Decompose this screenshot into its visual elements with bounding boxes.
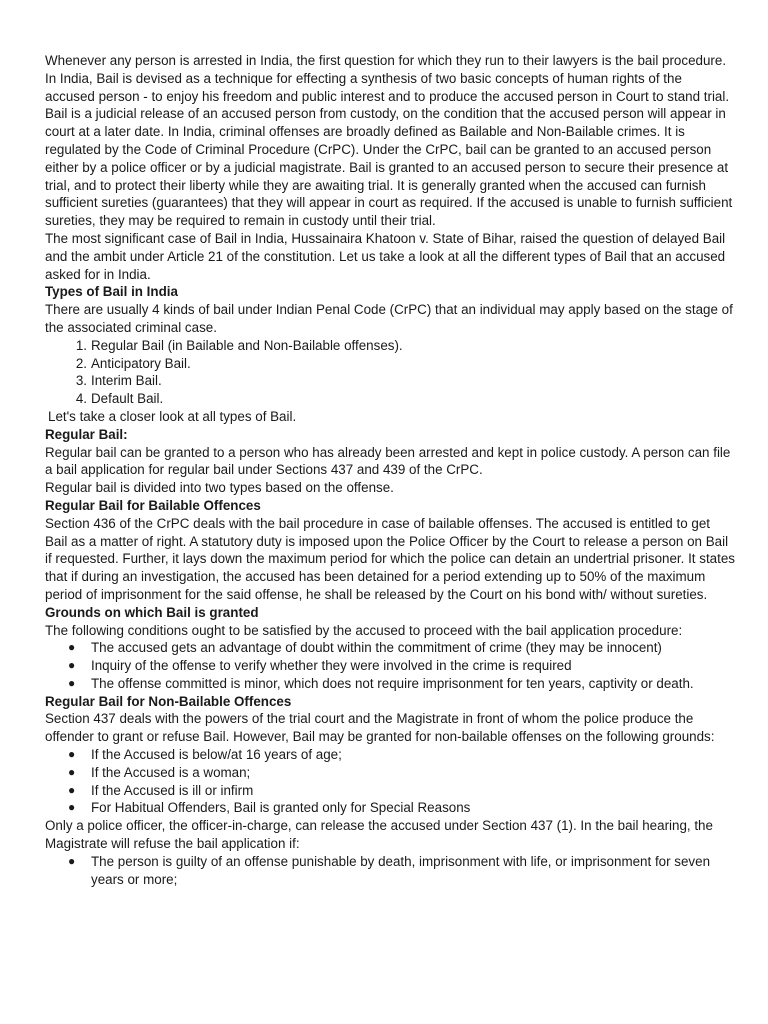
paragraph-section-436: Section 436 of the CrPC deals with the bail procedure in case of bailable offenses. The accused is entitled to get Bail as a matter of right. A statutory duty is imposed upon the Police Officer by the Court to release a person on Bail if requested. Further, it lays down the maximum period for which the police can detain an undertrial prisoner. It states that if during an investigation, the accused has been detained for a period extending up to 50% of the maximum period of imprisonment for the said offense, he shall be released by the Court on his bond with/ without sureties.	[45, 515, 735, 602]
list-item: 1. Regular Bail (in Bailable and Non-Bailable offenses).	[75, 337, 403, 353]
list-item: ● For Habitual Offenders, Bail is granted only for Special Reasons	[68, 800, 471, 816]
bullet-icon: ●	[68, 675, 76, 690]
document-body	[45, 52, 735, 888]
heading-non-bailable-offences: Regular Bail for Non-Bailable Offences	[45, 693, 292, 709]
list-item: 2. Anticipatory Bail.	[75, 355, 191, 371]
types-list	[45, 337, 735, 408]
list-item: 3. Interim Bail.	[75, 373, 162, 389]
list-item: ● The person is guilty of an offense punishable by death, imprisonment with life, or imprisonment for seven years or more;	[68, 853, 711, 887]
paragraph-landmark-case: The most significant case of Bail in India, Hussainaira Khatoon v. State of Bihar, raised the question of delayed Bail and the ambit under Article 21 of the constitution. Let us take a look at all the different types of Bail that an accused asked for in India.	[45, 230, 726, 282]
bullet-icon: ●	[68, 747, 76, 762]
paragraph-types-intro: There are usually 4 kinds of bail under Indian Penal Code (CrPC) that an individual may apply based on the stage of the associated criminal case.	[45, 302, 733, 335]
bullet-icon: ●	[68, 853, 76, 868]
bullet-icon: ●	[68, 782, 76, 797]
heading-grounds: Grounds on which Bail is granted	[45, 604, 259, 620]
list-item: ● The offense committed is minor, which does not require imprisonment for ten years, captivity or death.	[68, 675, 694, 691]
list-item: ● If the Accused is ill or infirm	[68, 782, 254, 798]
refusal-list	[45, 853, 735, 889]
bullet-icon: ●	[68, 658, 76, 673]
list-item: ● If the Accused is a woman;	[68, 764, 251, 780]
list-item: ● Inquiry of the offense to verify whether they were involved in the crime is required	[68, 658, 572, 674]
paragraph-regular-bail: Regular bail can be granted to a person who has already been arrested and kept in police custody. A person can file a bail application for regular bail under Sections 437 and 439 of the CrPC.	[45, 444, 731, 478]
heading-bailable-offences: Regular Bail for Bailable Offences	[45, 497, 261, 513]
heading-regular-bail: Regular Bail:	[45, 426, 128, 442]
list-item: ● If the Accused is below/at 16 years of age;	[68, 747, 342, 763]
paragraph-grounds-intro: The following conditions ought to be satisfied by the accused to proceed with the bail application procedure:	[45, 622, 683, 638]
list-item: ● The accused gets an advantage of doubt within the commitment of crime (they may be innocent)	[68, 640, 662, 656]
paragraph-intro: Whenever any person is arrested in India, the first question for which they run to their lawyers is the bail procedure. In India, Bail is devised as a technique for effecting a synthesis of two basic concepts of human rights of the accused person - to enjoy his freedom and public interest and to produce the accused person in Court to stand trial.	[45, 53, 730, 104]
non-bailable-grounds-list	[45, 746, 735, 817]
grounds-list	[45, 639, 735, 692]
bullet-icon: ●	[68, 764, 76, 779]
bullet-icon: ●	[68, 640, 76, 655]
paragraph-section-437: Section 437 deals with the powers of the trial court and the Magistrate in front of whom the police produce the offender to grant or refuse Bail. However, Bail may be granted for non-bailable offenses on the following grounds:	[45, 711, 715, 745]
heading-types-of-bail: Types of Bail in India	[45, 284, 178, 300]
paragraph-closer-look: Let's take a closer look at all types of Bail.	[48, 408, 297, 424]
list-item: 4. Default Bail.	[75, 391, 164, 407]
paragraph-regular-types: Regular bail is divided into two types based on the offense.	[45, 480, 394, 496]
paragraph-bail-definition: Bail is a judicial release of an accused person from custody, on the condition that the accused person will appear in court at a later date. In India, criminal offenses are broadly defined as Bailable and Non-Bailable crimes. It is regulated by the Code of Criminal Procedure (CrPC). Under the CrPC, bail can be granted to an accused person either by a police officer or by a judicial magistrate. Bail is granted to an accused person to secure their presence at trial, and to protect their liberty while they are awaiting trial. It is generally granted when the accused can furnish sufficient sureties (guarantees) that they will appear in court as required. If the accused is unable to furnish sufficient sureties, they may be required to remain in custody until their trial.	[45, 106, 733, 229]
bullet-icon: ●	[68, 800, 76, 815]
paragraph-refusal-intro: Only a police officer, the officer-in-charge, can release the accused under Section 437 (1). In the bail hearing, the Magistrate will refuse the bail application if:	[45, 818, 713, 852]
